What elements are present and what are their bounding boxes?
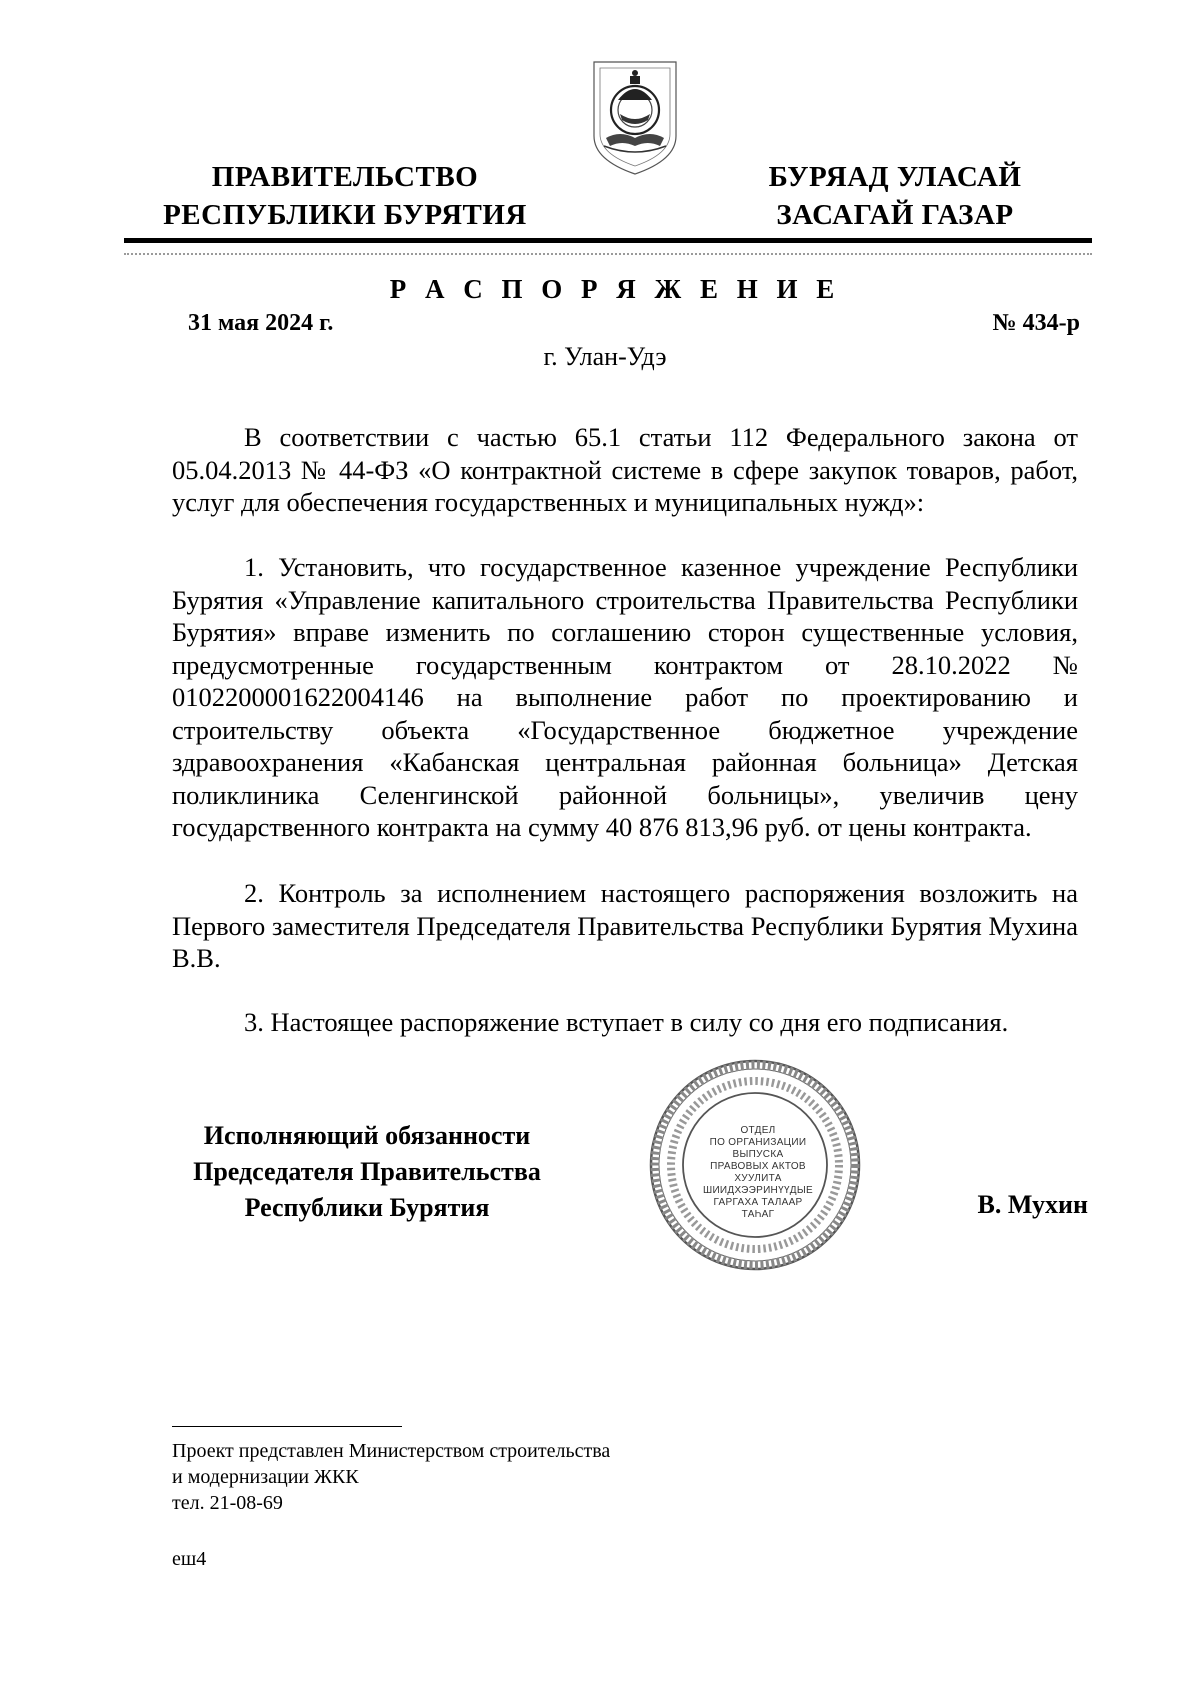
government-name-buryat: [745, 158, 1045, 234]
item-3-paragraph: 3. Настоящее распоряжение вступает в силу со дня его подписания.: [244, 1007, 1009, 1037]
government-name-buryat-line-2: ЗАСАГАЙ ГАЗАР: [776, 199, 1014, 231]
document-number: № 434-р: [992, 310, 1080, 336]
item-2-paragraph: 2. Контроль за исполнением настоящего распоряжения возложить на Первого заместителя Председателя Правительства Республики Бурятия Мухина В.В.: [172, 878, 1078, 973]
seal-line-2: ПО ОРГАНИЗАЦИИ: [709, 1137, 807, 1148]
seal-line-7: ГАРГАХА ТАЛААР: [713, 1197, 803, 1208]
government-name-line-1: ПРАВИТЕЛЬСТВО: [211, 161, 479, 193]
footnote-line-3: тел. 21-08-69: [172, 1492, 283, 1514]
government-name-russian: [150, 158, 540, 234]
footnote-line-1: Проект представлен Министерством строительства: [172, 1440, 611, 1462]
footnote-divider: [172, 1426, 402, 1427]
signatory-title-line-3: Республики Бурятия: [244, 1193, 490, 1222]
seal-line-4: ПРАВОВЫХ АКТОВ: [710, 1161, 806, 1172]
footnote-line-2: и модернизации ЖКК: [172, 1466, 359, 1488]
signer-name: В. Мухин: [977, 1190, 1088, 1219]
government-name-buryat-line-1: БУРЯАД УЛАСАЙ: [768, 161, 1022, 193]
signatory-title-line-2: Председателя Правительства: [193, 1157, 541, 1186]
item-1-paragraph: 1. Установить, что государственное казенное учреждение Республики Бурятия «Управление капитального строительства Правительства Республики Бурятия» вправе изменить по соглашению сторон существенные условия, предусмотренные государственным контрактом от 28.10.2022 № 0102200001622004146 на выполнение работ по проектированию и строительству объекта «Государственное бюджетное учреждение здравоохранения «Кабанская центральная районная больница» Детская поликлиника Селенгинской районной больницы», увеличив цену государственного контракта на сумму 40 876 813,96 руб. от цены контракта.: [172, 552, 1078, 842]
footnote: [172, 1438, 610, 1516]
document-date: 31 мая 2024 г.: [188, 310, 334, 336]
signatory-title: [172, 1118, 562, 1226]
seal-line-5: ХУУЛИТА: [734, 1173, 782, 1184]
signatory-title-line-1: Исполняющий обязанности: [203, 1121, 531, 1150]
seal-line-3: ВЫПУСКА: [732, 1149, 784, 1160]
intro-paragraph: В соответствии с частью 65.1 статьи 112 Федерального закона от 05.04.2013 № 44-ФЗ «О контрактной системе в сфере закупок товаров, работ, услуг для обеспечения государственных и муниципальных нужд»:: [172, 422, 1078, 517]
document-code: еш4: [172, 1548, 207, 1570]
document-city: г. Улан-Удэ: [543, 342, 667, 371]
document-type-title: Р А С П О Р Я Ж Е Н И Е: [389, 274, 841, 304]
seal-line-6: ШИИДХЭЭРИНҮҮДЫЕ: [702, 1185, 813, 1196]
header-divider-thin: [124, 253, 1092, 255]
coat-of-arms-icon: [590, 58, 680, 178]
seal-center-text: [700, 1125, 816, 1221]
header-divider-thick: [124, 238, 1092, 243]
seal-line-1: ОТДЕЛ: [740, 1125, 776, 1136]
government-name-line-2: РЕСПУБЛИКИ БУРЯТИЯ: [163, 199, 527, 231]
seal-line-8: ТАҺАГ: [741, 1209, 775, 1220]
